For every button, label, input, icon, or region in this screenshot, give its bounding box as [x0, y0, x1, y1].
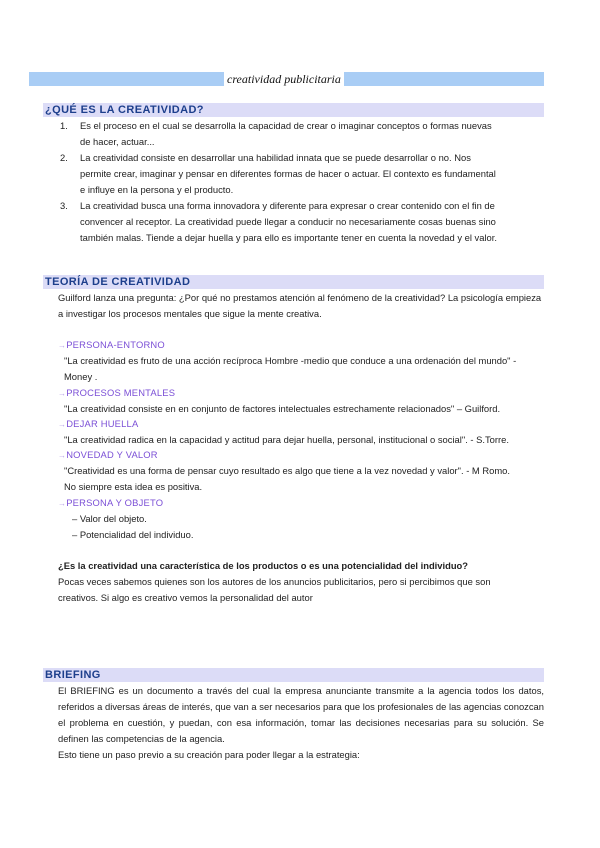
- quote-persona-entorno: "La creatividad es fruto de una acción recíproca Hombre -medio que conduce a una ordenación del mundo" -Money .: [64, 355, 517, 382]
- definition-list: [60, 118, 500, 246]
- subheading-persona-entorno: →PERSONA-ENTORNO: [58, 339, 165, 350]
- section-heading-teoria: TEORÍA DE CREATIVIDAD: [43, 275, 544, 289]
- briefing-paragraph-2: Esto tiene un paso previo a su creación para poder llegar a la estrategia:: [58, 749, 360, 760]
- arrow-icon: →: [58, 420, 67, 429]
- document-title: creatividad publicitaria: [224, 71, 344, 87]
- bullet-valor-objeto: – Valor del objeto.: [72, 513, 147, 524]
- subheading-dejar-huella: →DEJAR HUELLA: [58, 418, 139, 429]
- section-heading-que-es: ¿QUÉ ES LA CREATIVIDAD?: [43, 103, 544, 117]
- quote-procesos-mentales: "La creatividad consiste en en conjunto de factores intelectuales estrechamente relacionados" – Guilford.: [64, 403, 501, 414]
- arrow-icon: →: [58, 451, 67, 460]
- arrow-icon: →: [58, 341, 67, 350]
- list-item: 1. Es el proceso en el cual se desarrolla la capacidad de crear o imaginar conceptos o formas nuevas de hacer, actuar...: [60, 120, 492, 147]
- teoria-intro: Guilford lanza una pregunta: ¿Por qué no prestamos atención al fenómeno de la creatividad? La psicología empieza a investigar los procesos mentales que sigue la mente creativa.: [58, 292, 542, 319]
- creatividad-question: ¿Es la creatividad una característica de los productos o es una potencialidad del individuo?: [58, 560, 469, 571]
- arrow-icon: →: [58, 499, 67, 508]
- list-item: 2. La creatividad consiste en desarrollar una habilidad innata que se puede desarrollar o no. Nos permite crear, imaginar y pensar en diferentes formas de hacer o actuar. El contexto es fundamental e influye en la persona y el producto.: [60, 152, 496, 195]
- quote-dejar-huella: "La creatividad radica en la capacidad y actitud para dejar huella, personal, institucional o social". - S.Torre.: [64, 434, 509, 445]
- creatividad-answer: Pocas veces sabemos quienes son los autores de los anuncios publicitarios, pero si percibimos que son creativos. Si algo es creativo vemos la personalidad del autor: [58, 576, 491, 603]
- subheading-novedad-valor: →NOVEDAD Y VALOR: [58, 449, 158, 460]
- section-heading-briefing: BRIEFING: [43, 668, 544, 682]
- quote-novedad-valor: "Creatividad es una forma de pensar cuyo resultado es algo que tiene a la vez novedad y valor". - M Romo. No siempre esta idea es positiva.: [64, 465, 510, 492]
- briefing-paragraph: El BRIEFING es un documento a través del cual la empresa anunciante transmite a la agencia todos los datos, referidos a diversas áreas de interés, que van a ser necesarios para que los profesionales de las agencias conozcan el problema en cuestión, y puedan, con esa información, tomar las decisiones necesarias para su solución. Se definen las competencias de la agencia.: [58, 685, 544, 744]
- subheading-persona-objeto: →PERSONA Y OBJETO: [58, 497, 164, 508]
- arrow-icon: →: [58, 389, 67, 398]
- list-item: 3. La creatividad busca una forma innovadora y diferente para expresar o crear contenido con el fin de convencer al receptor. La creatividad puede llegar a conducir no necesariamente cosas buenas sino también malas. Tiende a dejar huella y para ello es importante tener en cuenta la novedad y el valor.: [60, 200, 497, 243]
- bullet-potencialidad: – Potencialidad del individuo.: [72, 529, 194, 540]
- subheading-procesos-mentales: →PROCESOS MENTALES: [58, 387, 176, 398]
